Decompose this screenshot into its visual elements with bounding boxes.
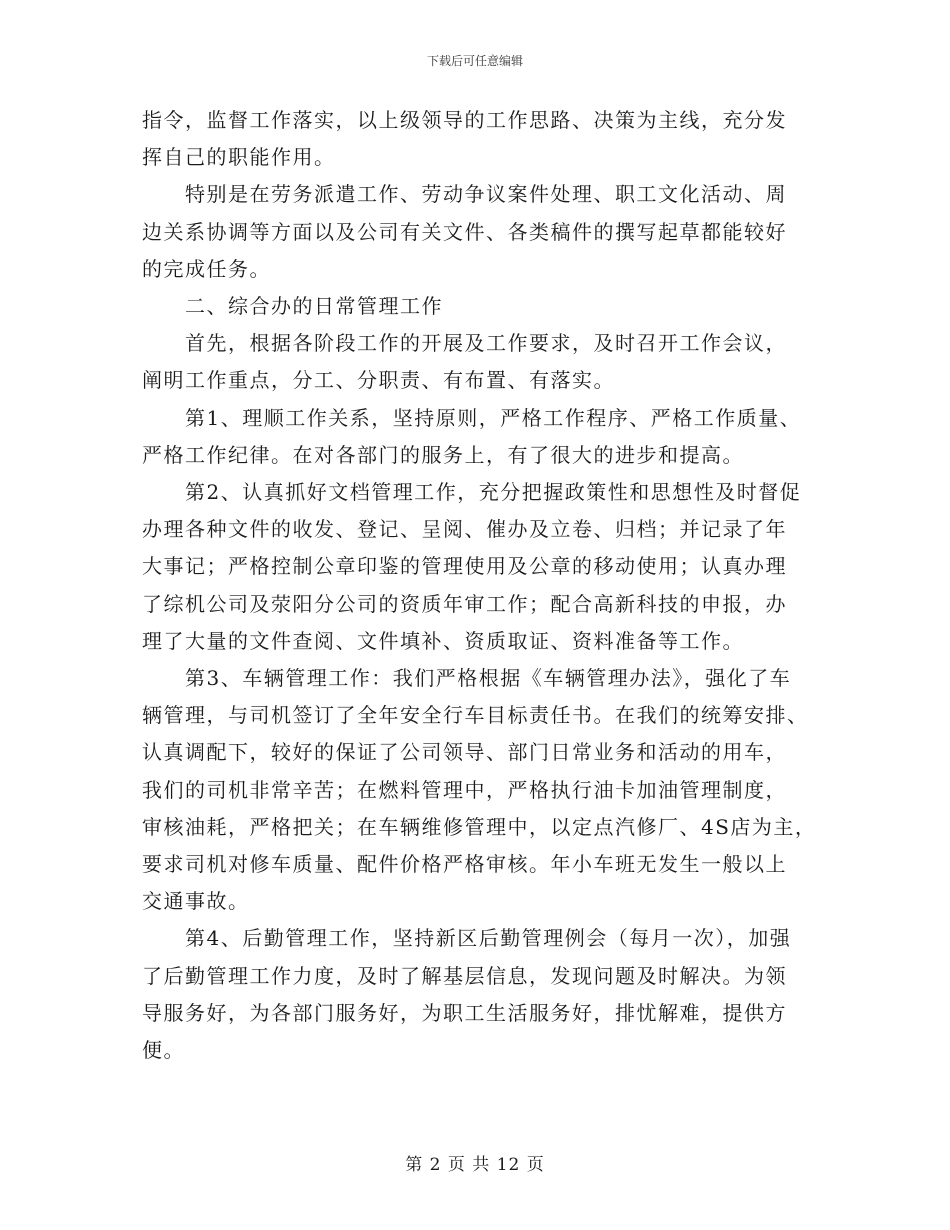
text-line: 便。 bbox=[142, 1038, 185, 1063]
text-line: 了综机公司及荥阳分公司的资质年审工作；配合高新科技的申报，办 bbox=[142, 591, 787, 616]
text-line: 第4、后勤管理工作，坚持新区后勤管理例会（每月一次），加强 bbox=[142, 926, 792, 951]
page-header-note: 下载后可任意编辑 bbox=[426, 54, 523, 68]
text-line: 我们的司机非常辛苦；在燃料管理中，严格执行油卡加油管理制度， bbox=[142, 777, 787, 802]
text-line: 特别是在劳务派遣工作、劳动争议案件处理、职工文化活动、周 bbox=[142, 182, 787, 207]
section-heading: 二、综合办的日常管理工作 bbox=[142, 294, 443, 319]
text-line: 严格工作纪律。在对各部门的服务上，有了很大的进步和提高。 bbox=[142, 442, 744, 467]
text-line: 指令，监督工作落实，以上级领导的工作思路、决策为主线，充分发 bbox=[142, 108, 787, 132]
text-line: 了后勤管理工作力度，及时了解基层信息，发现问题及时解决。为领 bbox=[142, 963, 787, 988]
text-line: 认真调配下，较好的保证了公司领导、部门日常业务和活动的用车， bbox=[142, 740, 787, 765]
text-line: 理了大量的文件查阅、文件填补、资质取证、资料准备等工作。 bbox=[142, 628, 744, 653]
text-line: 阐明工作重点，分工、分职责、有布置、有落实。 bbox=[142, 368, 615, 393]
page-number: 第 2 页 共 12 页 bbox=[405, 1155, 545, 1175]
text-line: 挥自己的职能作用。 bbox=[142, 145, 336, 170]
text-line: 导服务好，为各部门服务好，为职工生活服务好，排忧解难，提供方 bbox=[142, 1000, 787, 1025]
text-line: 交通事故。 bbox=[142, 889, 250, 914]
text-line: 辆管理，与司机签订了全年安全行车目标责任书。在我们的统筹安排、 bbox=[142, 703, 809, 728]
text-line: 第2、认真抓好文档管理工作，充分把握政策性和思想性及时督促 bbox=[142, 480, 802, 505]
text-line: 大事记；严格控制公章印鉴的管理使用及公章的移动使用；认真办理 bbox=[142, 554, 787, 579]
document-body bbox=[142, 102, 822, 1069]
text-line: 的完成任务。 bbox=[142, 256, 271, 281]
text-line: 第1、理顺工作关系，坚持原则，严格工作程序、严格工作质量、 bbox=[142, 405, 802, 430]
text-line: 首先，根据各阶段工作的开展及工作要求，及时召开工作会议， bbox=[142, 331, 787, 356]
text-line: 审核油耗，严格把关；在车辆维修管理中，以定点汽修厂、4S店为主， bbox=[142, 814, 817, 839]
text-line: 办理各种文件的收发、登记、呈阅、催办及立卷、归档；并记录了年 bbox=[142, 517, 787, 542]
text-line: 边关系协调等方面以及公司有关文件、各类稿件的撰写起草都能较好 bbox=[142, 219, 787, 244]
text-line: 要求司机对修车质量、配件价格严格审核。年小车班无发生一般以上 bbox=[142, 852, 787, 877]
text-line: 第3、车辆管理工作：我们严格根据《车辆管理办法》，强化了车 bbox=[142, 666, 792, 691]
